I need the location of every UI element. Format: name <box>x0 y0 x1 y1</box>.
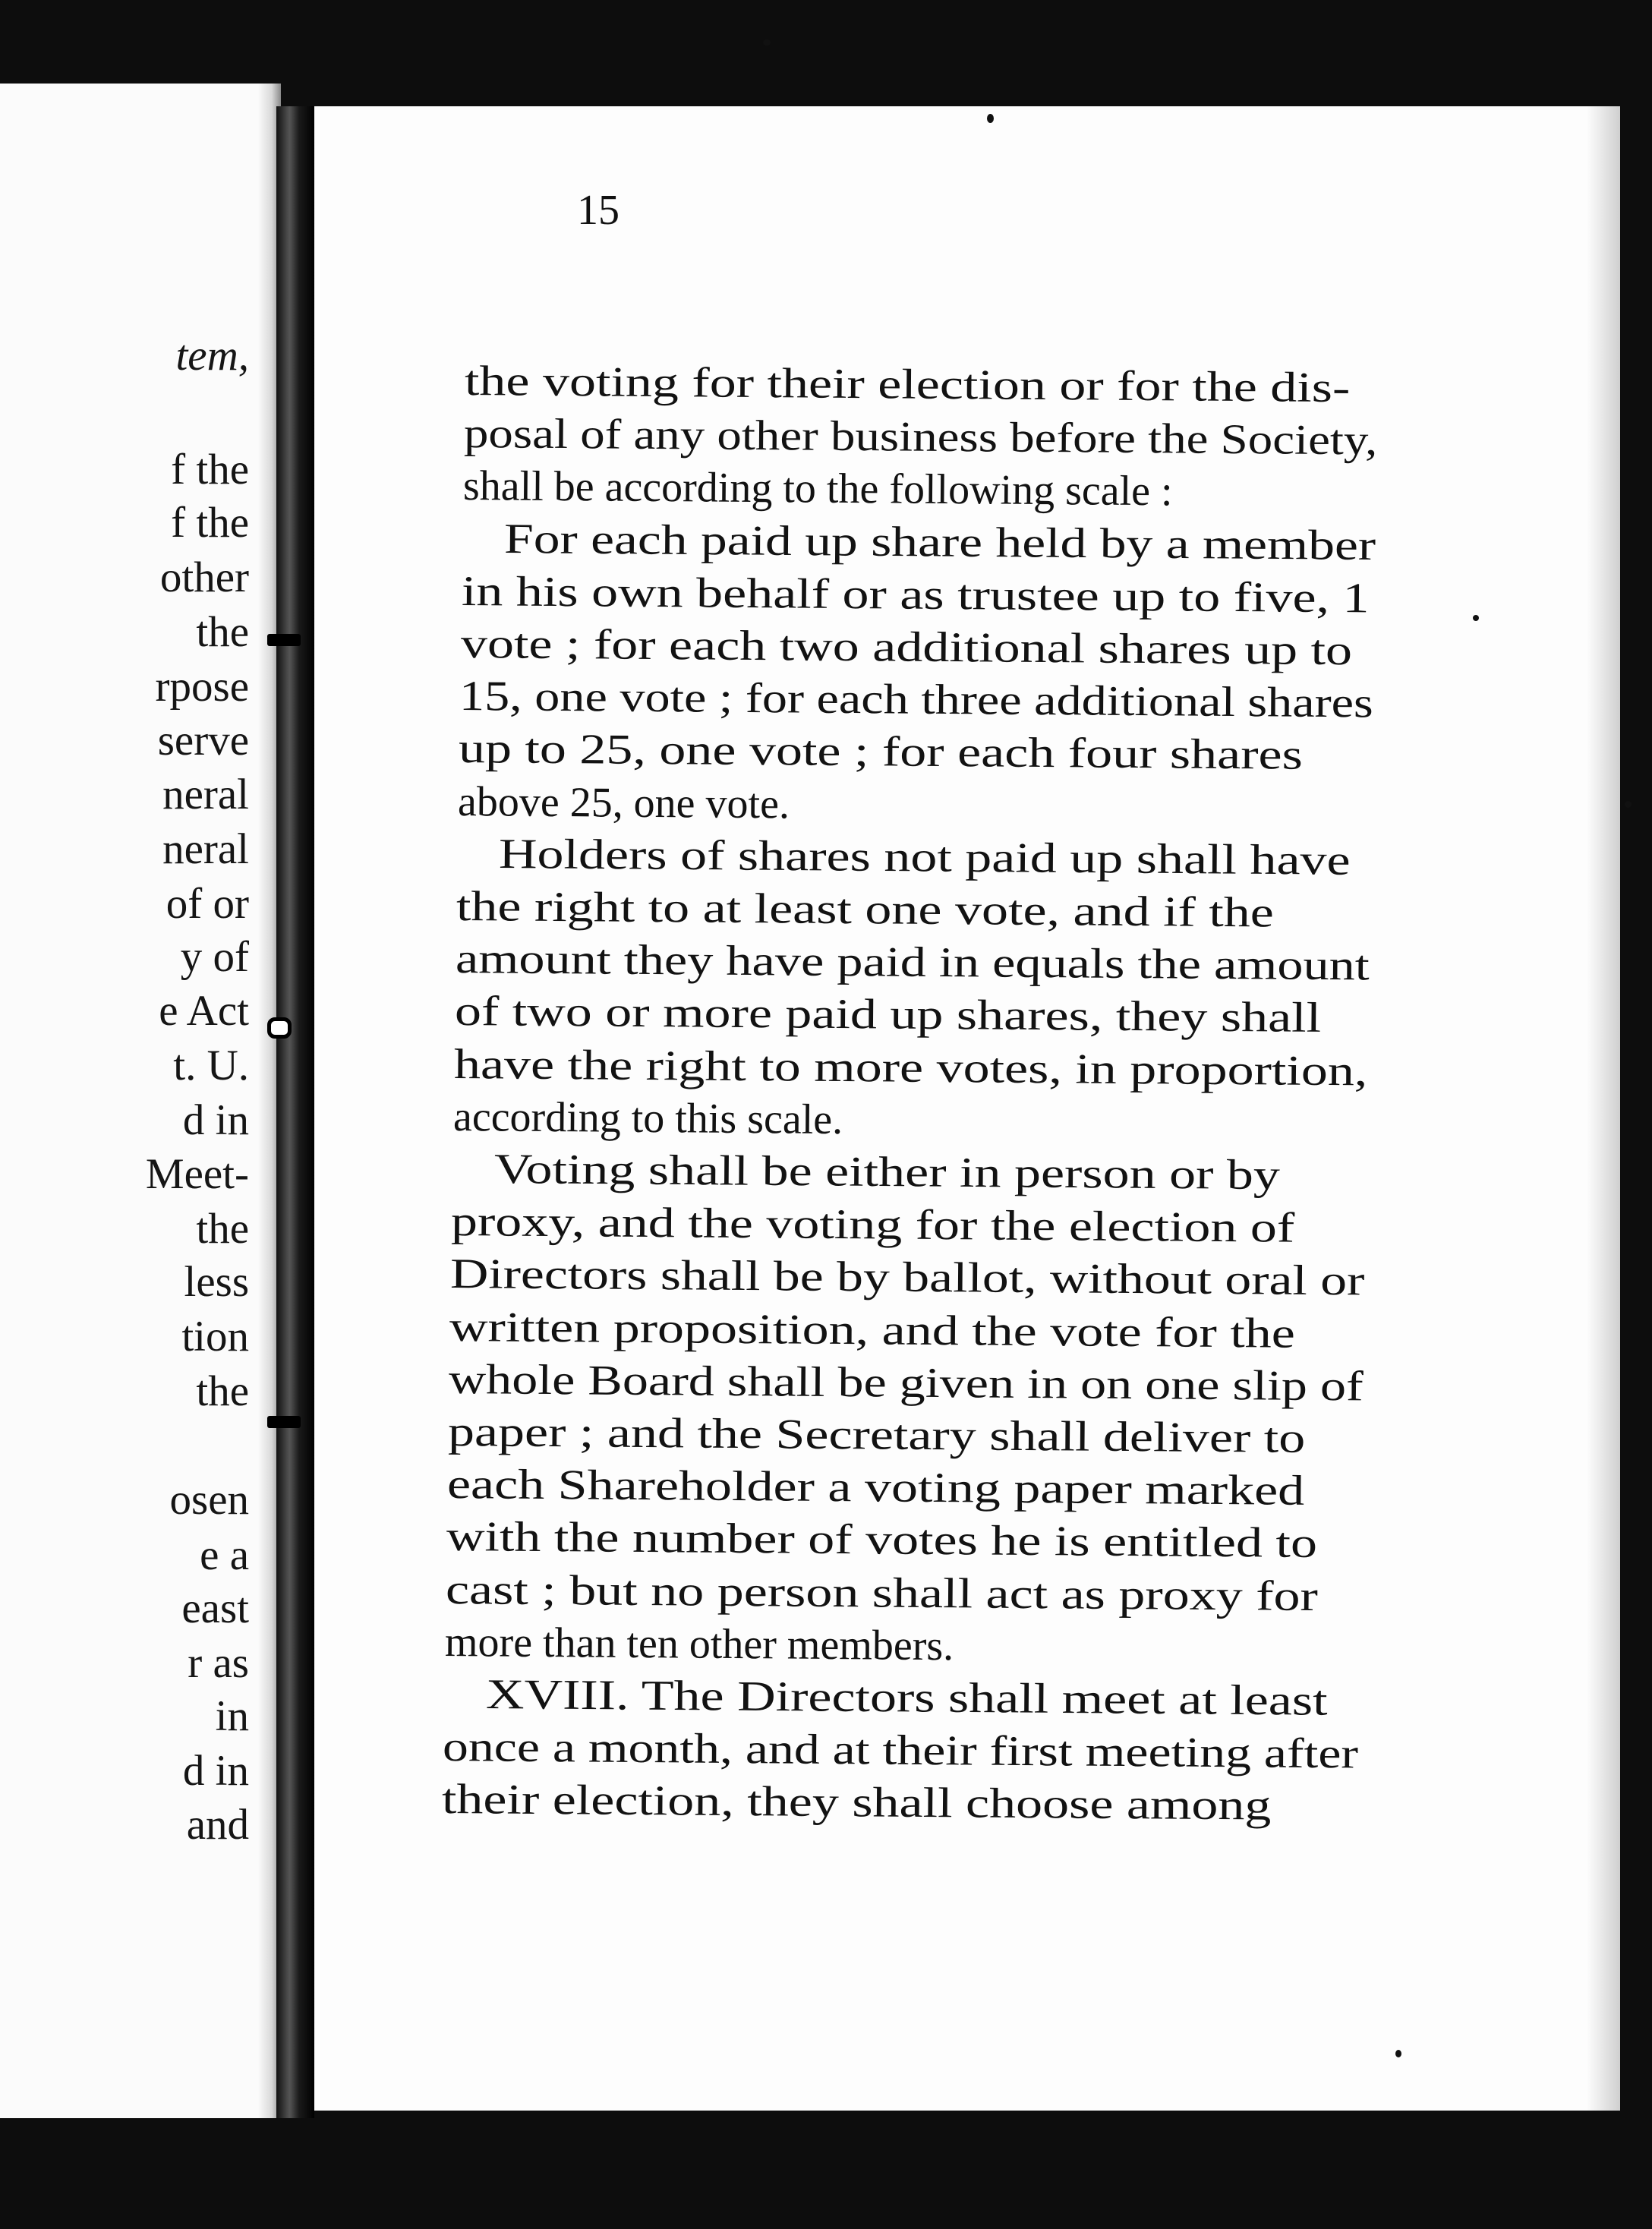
body-text-line: more than ten other members. <box>444 1618 954 1670</box>
binding-stitch <box>267 1416 301 1428</box>
body-text-line: above 25, one vote. <box>457 777 790 828</box>
left-text-line: e a <box>200 1531 249 1579</box>
body-text-line: their election, they shall choose among <box>442 1776 1272 1830</box>
body-text-line: written proposition, and the vote for the <box>449 1303 1296 1357</box>
body-text-line: the right to at least one vote, and if the <box>456 883 1275 937</box>
left-text-line: neral <box>162 771 249 818</box>
left-text-line: f the <box>171 499 249 547</box>
page-number: 15 <box>577 187 620 234</box>
left-text-line: e Act <box>159 987 249 1035</box>
left-page-fragment <box>0 84 281 2118</box>
body-text-line: posal of any other business before the Society, <box>463 410 1378 465</box>
body-text-line: once a month, and at their first meeting after <box>443 1723 1359 1778</box>
left-text-line: d in <box>182 1096 249 1144</box>
body-text-line: XVIII. The Directors shall meet at least <box>485 1671 1328 1725</box>
left-text-line: other <box>159 553 249 601</box>
body-text-line: vote ; for each two additional shares up to <box>460 620 1352 675</box>
left-text-line: the <box>196 1205 249 1253</box>
left-text-line: of or <box>166 880 249 928</box>
speck <box>763 39 771 46</box>
left-text-line: in <box>215 1692 249 1740</box>
body-text-line: whole Board shall be given in on one slip of <box>448 1355 1364 1411</box>
body-text-line: with the number of votes he is entitled to <box>446 1513 1318 1568</box>
body-text-line: according to this scale. <box>452 1092 843 1143</box>
left-text-line: the <box>196 608 249 656</box>
speck <box>1473 615 1479 621</box>
body-text-line: proxy, and the voting for the election of <box>451 1198 1295 1252</box>
body-text-line: Directors shall be by ballot, without oral or <box>450 1250 1365 1305</box>
left-text-line: neral <box>162 825 249 873</box>
body-text-line: paper ; and the Secretary shall deliver to <box>447 1408 1306 1462</box>
body-text-line: each Shareholder a voting paper marked <box>446 1461 1305 1515</box>
left-text-line: r as <box>188 1639 249 1687</box>
body-text-line: Voting shall be either in person or by <box>493 1146 1280 1200</box>
body-text-line: 15, one vote ; for each three additional shares <box>459 673 1374 727</box>
left-text-line: and <box>186 1801 249 1849</box>
body-text-line: in his own behalf or as trustee up to five, 1 <box>461 567 1370 623</box>
body-text-line: For each paid up share held by a member <box>503 515 1376 569</box>
body-text-line: cast ; but no person shall act as proxy for <box>445 1565 1318 1620</box>
speck <box>1625 801 1632 808</box>
left-text-line: f the <box>171 446 249 493</box>
left-text-line: tion <box>181 1313 249 1360</box>
left-text-line: east <box>181 1584 249 1632</box>
body-text-line: shall be according to the following scale : <box>462 462 1173 515</box>
speck <box>987 114 994 123</box>
left-text-line: t. U. <box>173 1042 249 1089</box>
binding-ring <box>267 1017 292 1039</box>
body-text-line: amount they have paid in equals the amount <box>455 935 1370 990</box>
speck <box>1395 2050 1401 2057</box>
body-text-line: Holders of shares not paid up shall have <box>498 830 1351 884</box>
right-edge-shadow <box>1587 106 1620 2111</box>
left-text-line: serve <box>157 717 249 765</box>
left-text-line: Meet- <box>145 1150 249 1198</box>
left-text-line: the <box>196 1367 249 1415</box>
left-text-line: osen <box>169 1476 249 1524</box>
left-text-line: d in <box>182 1747 249 1795</box>
binding-stitch <box>267 634 301 646</box>
left-text-line: less <box>184 1258 249 1306</box>
left-text-line: y of <box>180 933 249 981</box>
body-text-line: up to 25, one vote ; for each four shares <box>459 725 1304 780</box>
left-text-line: tem, <box>175 332 249 380</box>
body-text-line: have the right to more votes, in proportion, <box>453 1040 1368 1096</box>
book-spine <box>276 106 314 2118</box>
body-text-line: the voting for their election or for the dis- <box>464 358 1351 412</box>
left-text-line: rpose <box>155 663 249 711</box>
body-text-line: of two or more paid up shares, they shall <box>454 988 1322 1042</box>
